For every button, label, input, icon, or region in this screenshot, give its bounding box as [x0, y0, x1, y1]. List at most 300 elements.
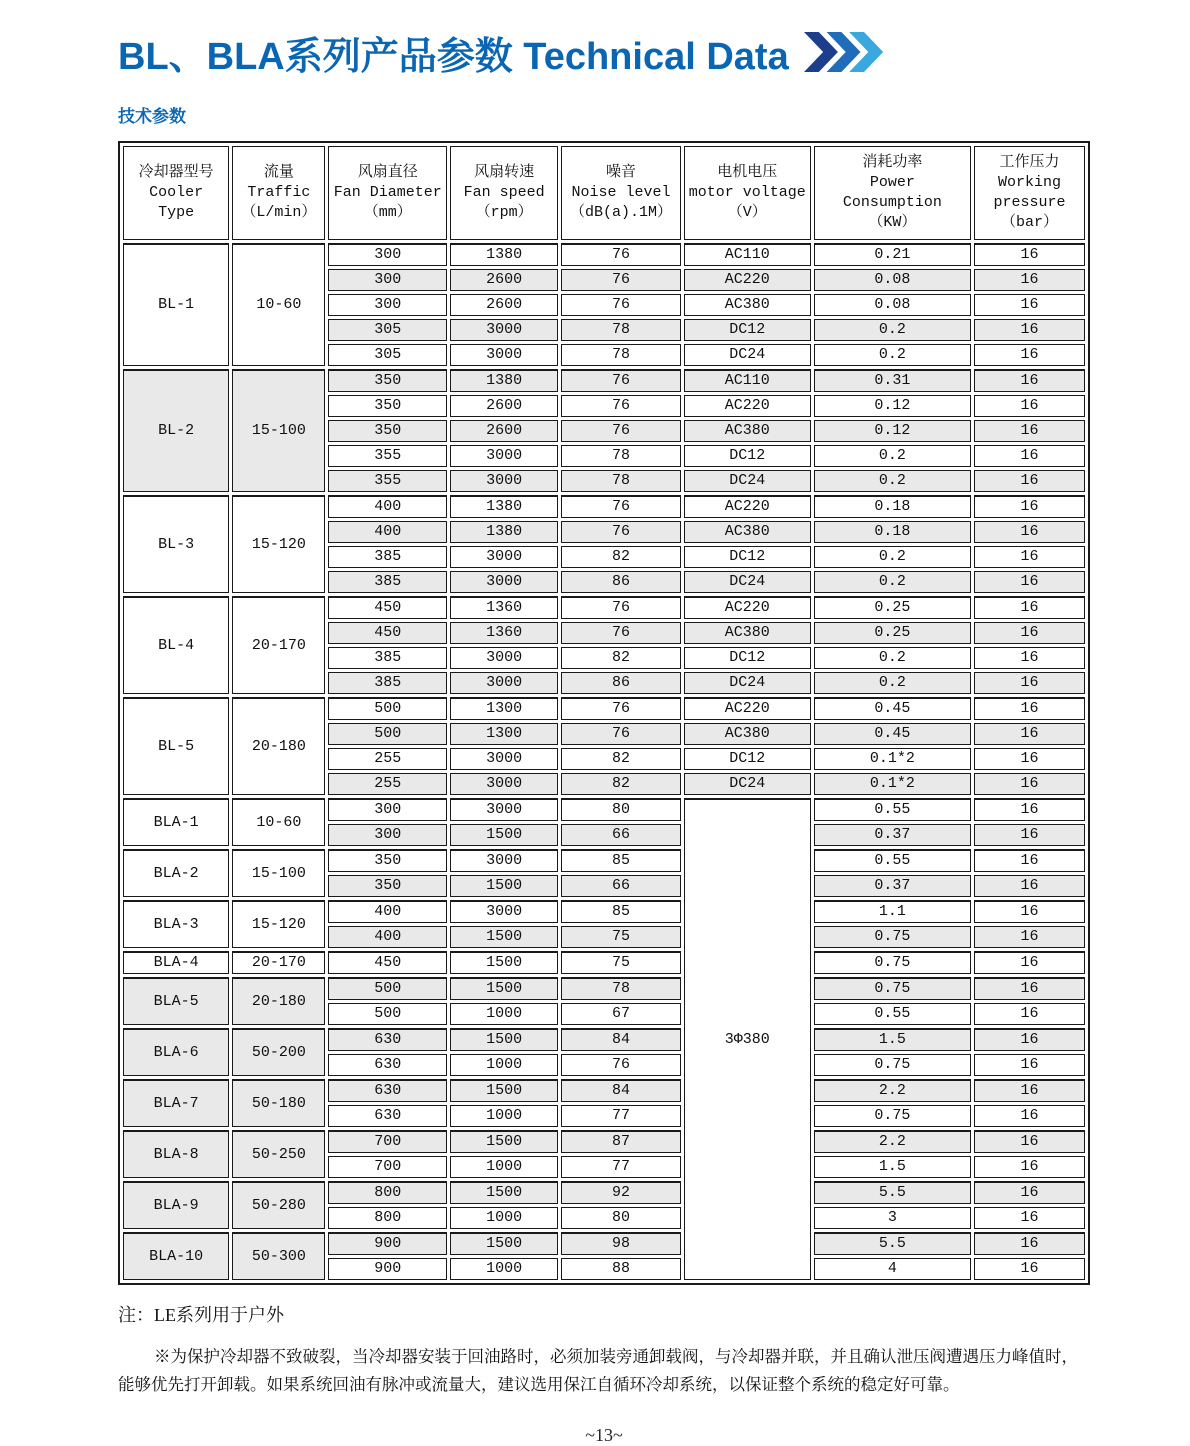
cooler-type-cell: BL-5 — [123, 697, 229, 795]
working-pressure-cell: 16 — [974, 269, 1085, 291]
motor-voltage-cell: DC12 — [684, 546, 811, 568]
page-number: ~13~ — [585, 1425, 623, 1445]
power-consumption-cell: 0.2 — [814, 571, 971, 593]
fan-diameter-cell: 400 — [328, 926, 447, 948]
fan-speed-cell: 1500 — [450, 1130, 558, 1153]
traffic-cell: 50-300 — [232, 1232, 325, 1280]
working-pressure-cell: 16 — [974, 1079, 1085, 1102]
fan-diameter-cell: 355 — [328, 445, 447, 467]
fan-speed-cell: 3000 — [450, 546, 558, 568]
working-pressure-cell: 16 — [974, 571, 1085, 593]
cooler-type-cell: BLA-9 — [123, 1181, 229, 1229]
fan-speed-cell: 1000 — [450, 1105, 558, 1127]
col-header-line: 风扇转速 — [474, 164, 535, 181]
traffic-cell: 10-60 — [232, 798, 325, 846]
col-header-line: 风扇直径 — [357, 164, 418, 181]
noise-level-cell: 92 — [561, 1181, 681, 1204]
motor-voltage-cell: AC220 — [684, 395, 811, 417]
noise-level-cell: 76 — [561, 243, 681, 266]
fan-diameter-cell: 300 — [328, 824, 447, 846]
power-consumption-cell: 0.1*2 — [814, 748, 971, 770]
working-pressure-cell: 16 — [974, 849, 1085, 872]
motor-voltage-cell: DC12 — [684, 445, 811, 467]
noise-level-cell: 82 — [561, 748, 681, 770]
fan-speed-cell: 1380 — [450, 243, 558, 266]
fan-speed-cell: 1000 — [450, 1258, 558, 1280]
note-protection: ※为保护冷却器不致破裂，当冷却器安装于回油路时，必须加装旁通卸载阀，与冷却器并联，并且确认泄压阀遭遇压力峰值时，能够优先打开卸载。如果系统回油有脉冲或流量大，建议选用保江自循环冷却系统，以保证整个系统的稳定好可靠。 — [118, 1347, 1078, 1394]
working-pressure-cell: 16 — [974, 723, 1085, 745]
fan-speed-cell: 1500 — [450, 875, 558, 897]
noise-level-cell: 75 — [561, 926, 681, 948]
fan-diameter-cell: 385 — [328, 571, 447, 593]
fan-speed-cell: 1500 — [450, 1079, 558, 1102]
power-consumption-cell: 0.1*2 — [814, 773, 971, 795]
noise-level-cell: 78 — [561, 344, 681, 366]
power-consumption-cell: 0.75 — [814, 926, 971, 948]
fan-diameter-cell: 300 — [328, 798, 447, 821]
fan-speed-cell: 3000 — [450, 900, 558, 923]
fan-diameter-cell: 700 — [328, 1156, 447, 1178]
fan-speed-cell: 3000 — [450, 672, 558, 694]
power-consumption-cell: 1.5 — [814, 1156, 971, 1178]
noise-level-cell: 84 — [561, 1028, 681, 1051]
noise-level-cell: 78 — [561, 470, 681, 492]
power-consumption-cell: 0.31 — [814, 369, 971, 392]
fan-diameter-cell: 900 — [328, 1232, 447, 1255]
noise-level-cell: 76 — [561, 1054, 681, 1076]
noise-level-cell: 76 — [561, 596, 681, 619]
col-header-motor-voltage — [684, 146, 811, 240]
motor-voltage-cell: DC12 — [684, 319, 811, 341]
traffic-cell: 50-280 — [232, 1181, 325, 1229]
fan-diameter-cell: 630 — [328, 1105, 447, 1127]
power-consumption-cell: 0.12 — [814, 420, 971, 442]
col-header-line: （KW） — [868, 214, 917, 231]
power-consumption-cell: 0.75 — [814, 977, 971, 1000]
col-header-fan-speed — [450, 146, 558, 240]
fan-speed-cell: 3000 — [450, 849, 558, 872]
cooler-type-cell: BLA-8 — [123, 1130, 229, 1178]
table-row — [123, 1232, 1085, 1255]
working-pressure-cell: 16 — [974, 875, 1085, 897]
table-row — [123, 1028, 1085, 1051]
col-header-line: pressure — [993, 194, 1066, 211]
fan-speed-cell: 1500 — [450, 1232, 558, 1255]
fan-diameter-cell: 400 — [328, 900, 447, 923]
col-header-line: Type — [158, 204, 195, 221]
table-row — [123, 849, 1085, 872]
working-pressure-cell: 16 — [974, 1232, 1085, 1255]
fan-diameter-cell: 700 — [328, 1130, 447, 1153]
power-consumption-cell: 1.5 — [814, 1028, 971, 1051]
cooler-type-cell: BLA-7 — [123, 1079, 229, 1127]
working-pressure-cell: 16 — [974, 647, 1085, 669]
motor-voltage-cell: AC380 — [684, 420, 811, 442]
working-pressure-cell: 16 — [974, 1207, 1085, 1229]
working-pressure-cell: 16 — [974, 1258, 1085, 1280]
fan-diameter-cell: 350 — [328, 395, 447, 417]
fan-diameter-cell: 500 — [328, 723, 447, 745]
power-consumption-cell: 0.18 — [814, 521, 971, 543]
cooler-type-cell: BLA-4 — [123, 951, 229, 974]
fan-speed-cell: 1500 — [450, 951, 558, 974]
table-header-row — [123, 146, 1085, 240]
fan-diameter-cell: 305 — [328, 344, 447, 366]
motor-voltage-cell: AC380 — [684, 294, 811, 316]
col-header-line: Fan Diameter — [333, 184, 442, 201]
fan-diameter-cell: 900 — [328, 1258, 447, 1280]
noise-level-cell: 77 — [561, 1105, 681, 1127]
power-consumption-cell: 0.2 — [814, 546, 971, 568]
power-consumption-cell: 0.12 — [814, 395, 971, 417]
cooler-type-cell: BL-3 — [123, 495, 229, 593]
notes-section — [118, 1301, 1090, 1399]
power-consumption-cell: 0.55 — [814, 849, 971, 872]
noise-level-cell: 85 — [561, 849, 681, 872]
fan-speed-cell: 2600 — [450, 420, 558, 442]
motor-voltage-cell: AC220 — [684, 697, 811, 720]
motor-voltage-cell: AC380 — [684, 622, 811, 644]
table-row — [123, 369, 1085, 392]
motor-voltage-cell: DC24 — [684, 571, 811, 593]
col-header-traffic — [232, 146, 325, 240]
fan-diameter-cell: 630 — [328, 1028, 447, 1051]
noise-level-cell: 66 — [561, 875, 681, 897]
fan-speed-cell: 1500 — [450, 926, 558, 948]
table-header — [123, 146, 1085, 240]
power-consumption-cell: 0.37 — [814, 824, 971, 846]
noise-level-cell: 76 — [561, 723, 681, 745]
section-label: 技术参数 — [118, 107, 186, 126]
motor-voltage-merged-cell: 3Φ380 — [684, 798, 811, 1280]
col-header-line: 噪音 — [605, 164, 636, 181]
fan-diameter-cell: 630 — [328, 1054, 447, 1076]
motor-voltage-cell: DC24 — [684, 773, 811, 795]
col-header-line: （mm） — [363, 204, 412, 221]
col-header-fan-diameter — [328, 146, 447, 240]
power-consumption-cell: 0.75 — [814, 1105, 971, 1127]
working-pressure-cell: 16 — [974, 395, 1085, 417]
chevron-arrows-icon — [803, 32, 885, 72]
table-row — [123, 1130, 1085, 1153]
noise-level-cell: 76 — [561, 369, 681, 392]
noise-level-cell: 80 — [561, 1207, 681, 1229]
working-pressure-cell: 16 — [974, 1130, 1085, 1153]
power-consumption-cell: 0.2 — [814, 445, 971, 467]
working-pressure-cell: 16 — [974, 521, 1085, 543]
traffic-cell: 15-100 — [232, 849, 325, 897]
noise-level-cell: 82 — [561, 773, 681, 795]
fan-speed-cell: 1380 — [450, 521, 558, 543]
noise-level-cell: 78 — [561, 977, 681, 1000]
working-pressure-cell: 16 — [974, 900, 1085, 923]
fan-speed-cell: 1300 — [450, 697, 558, 720]
fan-speed-cell: 1500 — [450, 1028, 558, 1051]
fan-speed-cell: 3000 — [450, 647, 558, 669]
col-header-working-pressure — [974, 146, 1085, 240]
fan-diameter-cell: 400 — [328, 521, 447, 543]
fan-diameter-cell: 350 — [328, 369, 447, 392]
col-header-line: （dB(a).1M） — [569, 204, 672, 221]
power-consumption-cell: 0.37 — [814, 875, 971, 897]
fan-speed-cell: 3000 — [450, 773, 558, 795]
fan-diameter-cell: 500 — [328, 697, 447, 720]
fan-speed-cell: 1360 — [450, 622, 558, 644]
table-row — [123, 1181, 1085, 1204]
fan-diameter-cell: 385 — [328, 672, 447, 694]
page-title: BL、BLA系列产品参数 Technical Data — [118, 35, 789, 78]
working-pressure-cell: 16 — [974, 622, 1085, 644]
fan-diameter-cell: 450 — [328, 622, 447, 644]
fan-diameter-cell: 300 — [328, 269, 447, 291]
fan-diameter-cell: 450 — [328, 596, 447, 619]
traffic-cell: 50-250 — [232, 1130, 325, 1178]
fan-speed-cell: 1380 — [450, 495, 558, 518]
fan-speed-cell: 1500 — [450, 824, 558, 846]
table-row — [123, 1079, 1085, 1102]
power-consumption-cell: 0.08 — [814, 269, 971, 291]
cooler-type-cell: BLA-2 — [123, 849, 229, 897]
working-pressure-cell: 16 — [974, 1105, 1085, 1127]
power-consumption-cell: 0.08 — [814, 294, 971, 316]
col-header-line: （rpm） — [475, 204, 533, 221]
table-row — [123, 900, 1085, 923]
working-pressure-cell: 16 — [974, 294, 1085, 316]
noise-level-cell: 76 — [561, 269, 681, 291]
fan-speed-cell: 2600 — [450, 269, 558, 291]
motor-voltage-cell: AC110 — [684, 369, 811, 392]
noise-level-cell: 82 — [561, 647, 681, 669]
working-pressure-cell: 16 — [974, 1003, 1085, 1025]
working-pressure-cell: 16 — [974, 369, 1085, 392]
working-pressure-cell: 16 — [974, 773, 1085, 795]
fan-diameter-cell: 255 — [328, 748, 447, 770]
power-consumption-cell: 0.45 — [814, 697, 971, 720]
traffic-cell: 20-170 — [232, 951, 325, 974]
fan-speed-cell: 3000 — [450, 470, 558, 492]
power-consumption-cell: 0.25 — [814, 622, 971, 644]
power-consumption-cell: 0.21 — [814, 243, 971, 266]
power-consumption-cell: 0.18 — [814, 495, 971, 518]
power-consumption-cell: 0.45 — [814, 723, 971, 745]
fan-diameter-cell: 800 — [328, 1207, 447, 1229]
traffic-cell: 20-180 — [232, 977, 325, 1025]
traffic-cell: 15-100 — [232, 369, 325, 492]
cooler-type-cell: BLA-3 — [123, 900, 229, 948]
working-pressure-cell: 16 — [974, 951, 1085, 974]
col-header-line: Power Consumption — [842, 174, 942, 211]
noise-level-cell: 85 — [561, 900, 681, 923]
motor-voltage-cell: DC24 — [684, 344, 811, 366]
col-header-cooler-type — [123, 146, 229, 240]
power-consumption-cell: 2.2 — [814, 1079, 971, 1102]
col-header-line: Traffic — [247, 184, 311, 201]
noise-level-cell: 80 — [561, 798, 681, 821]
fan-speed-cell: 1000 — [450, 1054, 558, 1076]
cooler-type-cell: BL-1 — [123, 243, 229, 366]
fan-speed-cell: 1360 — [450, 596, 558, 619]
col-header-line: （V） — [727, 204, 767, 221]
fan-diameter-cell: 400 — [328, 495, 447, 518]
noise-level-cell: 86 — [561, 571, 681, 593]
fan-speed-cell: 3000 — [450, 798, 558, 821]
motor-voltage-cell: DC12 — [684, 647, 811, 669]
power-consumption-cell: 0.2 — [814, 319, 971, 341]
noise-level-cell: 76 — [561, 622, 681, 644]
working-pressure-cell: 16 — [974, 697, 1085, 720]
motor-voltage-cell: AC110 — [684, 243, 811, 266]
power-consumption-cell: 1.1 — [814, 900, 971, 923]
motor-voltage-cell: DC12 — [684, 748, 811, 770]
working-pressure-cell: 16 — [974, 672, 1085, 694]
motor-voltage-cell: AC220 — [684, 495, 811, 518]
working-pressure-cell: 16 — [974, 748, 1085, 770]
fan-speed-cell: 1380 — [450, 369, 558, 392]
power-consumption-cell: 0.2 — [814, 470, 971, 492]
power-consumption-cell: 4 — [814, 1258, 971, 1280]
motor-voltage-cell: AC220 — [684, 269, 811, 291]
table-body — [123, 243, 1085, 1280]
col-header-line: Noise level — [571, 184, 671, 201]
working-pressure-cell: 16 — [974, 798, 1085, 821]
working-pressure-cell: 16 — [974, 596, 1085, 619]
traffic-cell: 50-180 — [232, 1079, 325, 1127]
table-row — [123, 798, 1085, 821]
fan-speed-cell: 3000 — [450, 748, 558, 770]
fan-speed-cell: 1000 — [450, 1207, 558, 1229]
table-row — [123, 495, 1085, 518]
col-header-noise-level — [561, 146, 681, 240]
table-row — [123, 977, 1085, 1000]
noise-level-cell: 87 — [561, 1130, 681, 1153]
col-header-line: 流量 — [263, 164, 294, 181]
note-le-series: 注：LE系列用于户外 — [118, 1305, 284, 1325]
cooler-type-cell: BL-4 — [123, 596, 229, 694]
col-header-line: 工作压力 — [999, 154, 1060, 171]
cooler-type-cell: BLA-5 — [123, 977, 229, 1025]
traffic-cell: 10-60 — [232, 243, 325, 366]
col-header-line: （bar） — [1000, 214, 1058, 231]
working-pressure-cell: 16 — [974, 546, 1085, 568]
noise-level-cell: 66 — [561, 824, 681, 846]
traffic-cell: 20-170 — [232, 596, 325, 694]
power-consumption-cell: 3 — [814, 1207, 971, 1229]
cooler-type-cell: BL-2 — [123, 369, 229, 492]
working-pressure-cell: 16 — [974, 824, 1085, 846]
traffic-cell: 15-120 — [232, 900, 325, 948]
working-pressure-cell: 16 — [974, 1028, 1085, 1051]
fan-speed-cell: 2600 — [450, 294, 558, 316]
noise-level-cell: 84 — [561, 1079, 681, 1102]
noise-level-cell: 76 — [561, 420, 681, 442]
working-pressure-cell: 16 — [974, 977, 1085, 1000]
power-consumption-cell: 0.2 — [814, 672, 971, 694]
working-pressure-cell: 16 — [974, 1156, 1085, 1178]
fan-speed-cell: 1000 — [450, 1156, 558, 1178]
power-consumption-cell: 0.55 — [814, 1003, 971, 1025]
fan-diameter-cell: 355 — [328, 470, 447, 492]
power-consumption-cell: 0.55 — [814, 798, 971, 821]
working-pressure-cell: 16 — [974, 445, 1085, 467]
working-pressure-cell: 16 — [974, 1181, 1085, 1204]
fan-speed-cell: 1000 — [450, 1003, 558, 1025]
noise-level-cell: 76 — [561, 495, 681, 518]
power-consumption-cell: 5.5 — [814, 1181, 971, 1204]
working-pressure-cell: 16 — [974, 926, 1085, 948]
col-header-line: （L/min） — [241, 204, 317, 221]
power-consumption-cell: 0.2 — [814, 647, 971, 669]
motor-voltage-cell: AC220 — [684, 596, 811, 619]
fan-diameter-cell: 500 — [328, 1003, 447, 1025]
fan-diameter-cell: 305 — [328, 319, 447, 341]
noise-level-cell: 98 — [561, 1232, 681, 1255]
motor-voltage-cell: DC24 — [684, 470, 811, 492]
working-pressure-cell: 16 — [974, 420, 1085, 442]
table-row — [123, 951, 1085, 974]
technical-data-table — [118, 141, 1090, 1285]
noise-level-cell: 78 — [561, 445, 681, 467]
fan-diameter-cell: 350 — [328, 420, 447, 442]
col-header-line: Cooler — [149, 184, 204, 201]
fan-speed-cell: 3000 — [450, 445, 558, 467]
col-header-line: motor voltage — [688, 184, 806, 201]
fan-speed-cell: 2600 — [450, 395, 558, 417]
noise-level-cell: 67 — [561, 1003, 681, 1025]
fan-speed-cell: 1500 — [450, 977, 558, 1000]
power-consumption-cell: 0.2 — [814, 344, 971, 366]
noise-level-cell: 77 — [561, 1156, 681, 1178]
table-row — [123, 243, 1085, 266]
fan-diameter-cell: 385 — [328, 647, 447, 669]
power-consumption-cell: 0.75 — [814, 951, 971, 974]
table-row — [123, 596, 1085, 619]
power-consumption-cell: 2.2 — [814, 1130, 971, 1153]
col-header-line: Fan speed — [463, 184, 545, 201]
fan-diameter-cell: 630 — [328, 1079, 447, 1102]
fan-diameter-cell: 800 — [328, 1181, 447, 1204]
traffic-cell: 15-120 — [232, 495, 325, 593]
fan-speed-cell: 3000 — [450, 571, 558, 593]
fan-speed-cell: 1500 — [450, 1181, 558, 1204]
fan-diameter-cell: 385 — [328, 546, 447, 568]
fan-diameter-cell: 450 — [328, 951, 447, 974]
noise-level-cell: 76 — [561, 395, 681, 417]
working-pressure-cell: 16 — [974, 1054, 1085, 1076]
fan-diameter-cell: 300 — [328, 294, 447, 316]
motor-voltage-cell: AC380 — [684, 521, 811, 543]
working-pressure-cell: 16 — [974, 495, 1085, 518]
noise-level-cell: 82 — [561, 546, 681, 568]
noise-level-cell: 78 — [561, 319, 681, 341]
col-header-line: 电机电压 — [717, 164, 778, 181]
fan-speed-cell: 3000 — [450, 344, 558, 366]
page-header — [118, 26, 1090, 78]
traffic-cell: 20-180 — [232, 697, 325, 795]
noise-level-cell: 76 — [561, 521, 681, 543]
power-consumption-cell: 5.5 — [814, 1232, 971, 1255]
col-header-line: Working — [997, 174, 1061, 191]
working-pressure-cell: 16 — [974, 344, 1085, 366]
fan-diameter-cell: 350 — [328, 875, 447, 897]
fan-diameter-cell: 255 — [328, 773, 447, 795]
working-pressure-cell: 16 — [974, 470, 1085, 492]
motor-voltage-cell: AC380 — [684, 723, 811, 745]
motor-voltage-cell: DC24 — [684, 672, 811, 694]
noise-level-cell: 86 — [561, 672, 681, 694]
table-row — [123, 697, 1085, 720]
col-header-line: 冷却器型号 — [138, 164, 214, 181]
noise-level-cell: 88 — [561, 1258, 681, 1280]
